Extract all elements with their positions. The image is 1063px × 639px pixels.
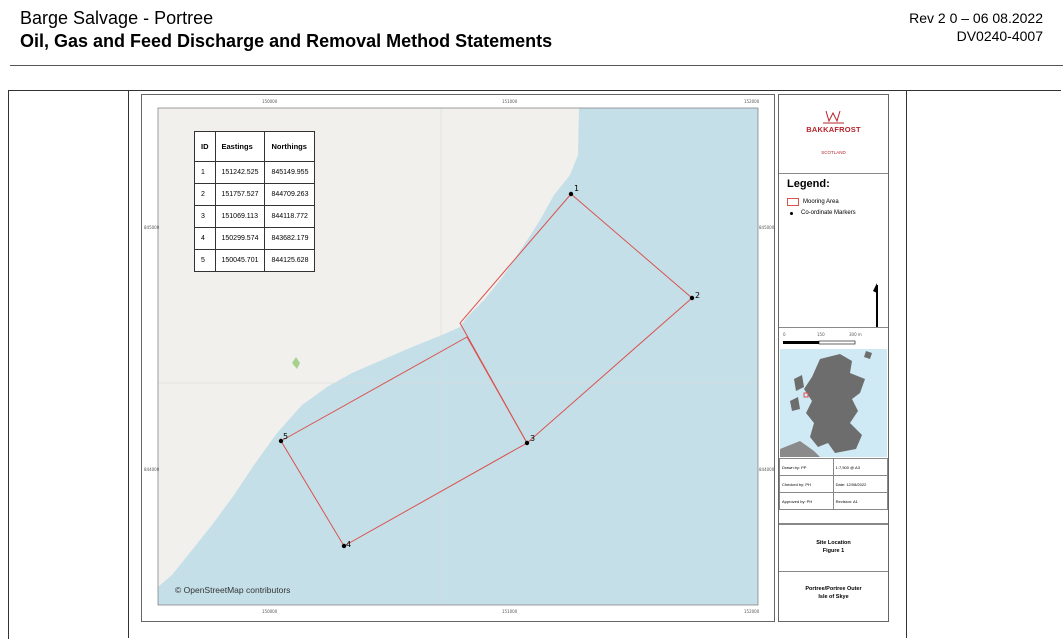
table-row — [195, 250, 315, 272]
x-tick-top-3: 152000 — [744, 99, 760, 104]
legend-label: Mooring Area — [803, 199, 839, 205]
marker-2 — [690, 296, 694, 300]
cell-northing: 844118.772 — [265, 206, 315, 228]
document-subtitle: Oil, Gas and Feed Discharge and Removal Method Statements — [20, 31, 553, 51]
table-row — [195, 162, 315, 184]
legend-item-markers — [787, 210, 856, 216]
logo-box — [779, 95, 888, 174]
site-map — [141, 94, 775, 622]
cell-northing: 844709.263 — [265, 184, 315, 206]
marker-dot-icon — [790, 212, 793, 215]
info-cell: Drawn by: PP — [780, 459, 834, 476]
y-tick-right-1: 845000 — [759, 225, 775, 230]
table-header-row — [195, 132, 315, 162]
info-cell: 1:7,500 @ A3 — [833, 459, 887, 476]
document-meta — [909, 9, 1043, 45]
map-side-panel — [778, 94, 889, 622]
marker-label-1: 1 — [574, 184, 580, 193]
y-tick-left-2: 844000 — [144, 467, 160, 472]
marker-label-3: 3 — [530, 434, 536, 443]
cell-id: 5 — [195, 250, 216, 272]
cell-easting: 151757.527 — [215, 184, 265, 206]
legend-item-mooring — [787, 198, 839, 206]
cell-id: 3 — [195, 206, 216, 228]
legend-label: Co-ordinate Markers — [801, 210, 856, 216]
legend-divider — [779, 327, 888, 328]
cell-id: 2 — [195, 184, 216, 206]
marker-label-2: 2 — [695, 291, 701, 300]
site-place-name — [779, 585, 888, 601]
table-row — [195, 228, 315, 250]
coordinates-table — [194, 131, 315, 272]
cell-id: 4 — [195, 228, 216, 250]
site-location-title — [779, 539, 888, 555]
info-cell: Checked by: PH — [780, 476, 834, 493]
info-cell: Revision: A1 — [833, 493, 887, 510]
scale-label-300: 300 m — [849, 332, 862, 337]
x-tick-top-2: 151000 — [502, 99, 518, 104]
scale-label-0: 0 — [783, 332, 786, 337]
doc-number: DV0240-4007 — [956, 28, 1043, 44]
marker-1 — [569, 192, 573, 196]
cell-easting: 151242.525 — [215, 162, 265, 184]
document-header — [20, 7, 552, 53]
marker-3 — [525, 441, 529, 445]
header-divider — [10, 65, 1063, 66]
col-header-northings: Northings — [265, 132, 315, 162]
cell-northing: 844125.628 — [265, 250, 315, 272]
site-box-divider — [779, 571, 888, 572]
cell-id: 1 — [195, 162, 216, 184]
x-tick-bottom-1: 150000 — [262, 609, 278, 614]
place-line-1: Portree/Portree Outer — [805, 586, 862, 592]
info-cell: Approved by: PH — [780, 493, 834, 510]
x-tick-bottom-3: 152000 — [744, 609, 760, 614]
revision-text: Rev 2 0 – 06 08.2022 — [909, 10, 1043, 26]
site-title-line-2: Figure 1 — [822, 548, 845, 554]
drawing-info-table — [779, 458, 888, 510]
col-header-id: ID — [195, 132, 216, 162]
legend-title: Legend: — [787, 178, 830, 190]
logo-emblem-icon — [779, 97, 888, 127]
site-box-top — [779, 523, 888, 525]
cell-easting: 151069.113 — [215, 206, 265, 228]
marker-label-5: 5 — [283, 432, 289, 441]
logo-subtext: SCOTLAND — [821, 150, 846, 155]
info-row — [780, 493, 888, 510]
mooring-swatch-icon — [787, 198, 799, 206]
scale-bar — [783, 340, 863, 346]
x-tick-bottom-2: 151000 — [502, 609, 518, 614]
site-title-line-1: Site Location — [816, 540, 851, 546]
table-row — [195, 206, 315, 228]
document-title: Barge Salvage - Portree — [20, 8, 214, 28]
logo-wordmark: BAKKAFROST — [806, 125, 861, 134]
cell-northing: 843682.179 — [265, 228, 315, 250]
marker-label-4: 4 — [346, 540, 352, 549]
info-row — [780, 476, 888, 493]
x-tick-top-1: 150000 — [262, 99, 278, 104]
column-divider-right — [906, 90, 907, 638]
cell-easting: 150299.574 — [215, 228, 265, 250]
table-row — [195, 184, 315, 206]
y-tick-left-1: 845000 — [144, 225, 160, 230]
scale-label-150: 150 — [817, 332, 825, 337]
column-divider-left — [128, 90, 129, 638]
col-header-eastings: Eastings — [215, 132, 265, 162]
info-cell: Date: 12/08/2022 — [833, 476, 887, 493]
info-row — [780, 459, 888, 476]
map-copyright: © OpenStreetMap contributors — [175, 585, 291, 595]
place-line-2: Isle of Skye — [818, 594, 849, 600]
north-arrow-icon — [867, 281, 887, 331]
cell-northing: 845149.955 — [265, 162, 315, 184]
y-tick-right-2: 844000 — [759, 467, 775, 472]
cell-easting: 150045.701 — [215, 250, 265, 272]
inset-locator-map — [780, 349, 887, 457]
